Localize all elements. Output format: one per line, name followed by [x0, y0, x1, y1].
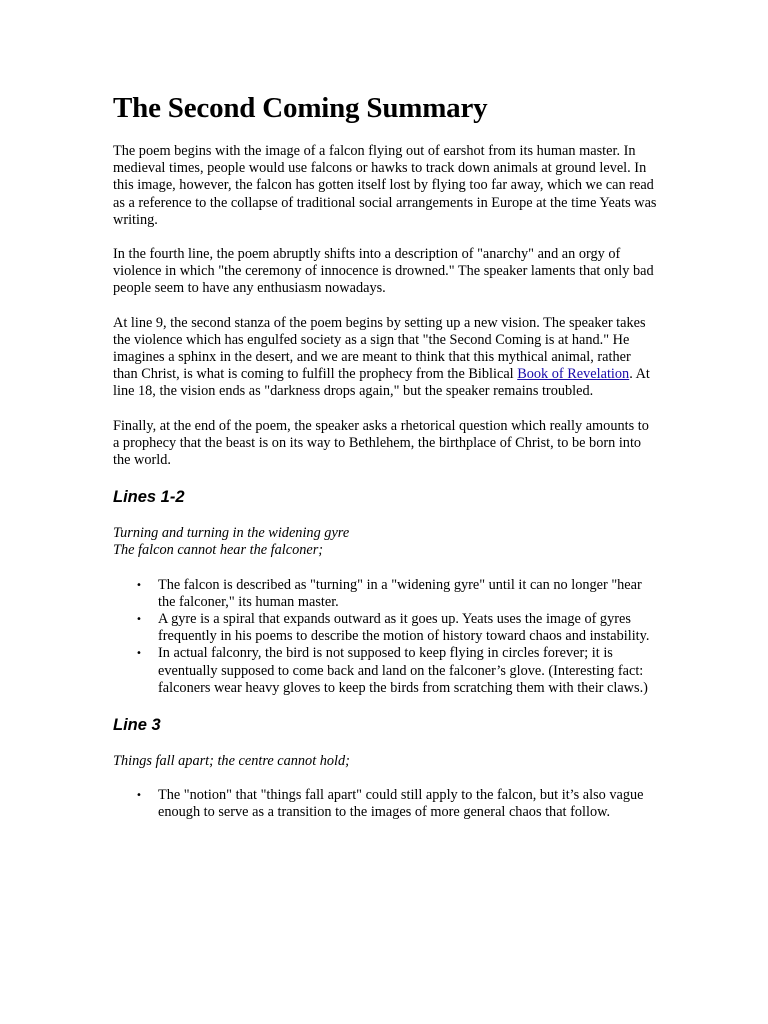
book-of-revelation-link[interactable]: Book of Revelation — [517, 366, 630, 383]
section-heading: Lines 1-2 — [113, 488, 185, 507]
paragraph-text: At line 9, the second stanza of the poem begins by setting up a new vision. The speaker takes the violence which has engulfed society as a sign that "the Second Coming is at hand." He imagines a sphinx in the desert, and we are meant to think that this mythical animal, rather than Christ, is what is coming to fulfill the prophecy from the Biblical — [113, 314, 646, 383]
bullet-list — [113, 577, 658, 697]
bullet-icon: • — [136, 790, 142, 802]
section-heading: Line 3 — [113, 716, 161, 735]
list-item — [136, 787, 658, 821]
intro-paragraph-4: Finally, at the end of the poem, the speaker asks a rhetorical question which really amounts to a prophecy that the beast is on its way to Bethlehem, the birthplace of Christ, to be born into the world. — [113, 417, 649, 469]
list-item — [136, 576, 658, 611]
intro-paragraph-1: The poem begins with the image of a falcon flying out of earshot from its human master. In medieval times, people would use falcons or hawks to track down animals at ground level. In this image, however, the falcon has gotten itself lost by flying too far away, which we can read as a reference to the collapse of traditional social arrangements in Europe at the time Yeats was writing. — [113, 143, 657, 228]
quote-line: The falcon cannot hear the falconer; — [113, 542, 324, 559]
list-item-text: In actual falconry, the bird is not supposed to keep flying in circles forever; it is eventually supposed to come back and land on the falconer’s glove. (Interesting fact: falconers wear heavy gloves to keep the birds from scratching them with their claws.) — [158, 645, 648, 696]
poem-quote — [113, 525, 658, 559]
list-item-text: The falcon is described as "turning" in a "widening gyre" until it can no longer "hear the falconer," its human master. — [158, 576, 642, 610]
intro-paragraph-2: In the fourth line, the poem abruptly shifts into a description of "anarchy" and an orgy of violence in which "the ceremony of innocence is drowned." The speaker laments that only bad people seem to have any enthusiasm nowadays. — [113, 246, 654, 297]
bullet-icon: • — [136, 579, 142, 591]
list-item — [136, 645, 658, 697]
page-title: The Second Coming Summary — [113, 92, 488, 124]
document-page — [113, 88, 658, 839]
list-item-text: The "notion" that "things fall apart" could still apply to the falcon, but it’s also vague enough to serve as a transition to the images of more general chaos that follow. — [158, 787, 644, 821]
list-item — [136, 611, 658, 645]
bullet-icon: • — [136, 648, 142, 660]
list-item-text: A gyre is a spiral that expands outward as it goes up. Yeats uses the image of gyres frequently in his poems to describe the motion of history toward chaos and instability. — [158, 611, 650, 645]
intro-paragraph-3 — [113, 315, 658, 401]
bullet-list — [113, 787, 658, 821]
paragraph-text: . At line 18, the vision ends as "darkness drops again," but the speaker remains troubled. — [113, 366, 650, 400]
quote-line: Turning and turning in the widening gyre — [113, 525, 350, 542]
poem-quote — [113, 753, 658, 770]
quote-line: Things fall apart; the centre cannot hold; — [113, 753, 350, 770]
bullet-icon: • — [136, 614, 142, 626]
